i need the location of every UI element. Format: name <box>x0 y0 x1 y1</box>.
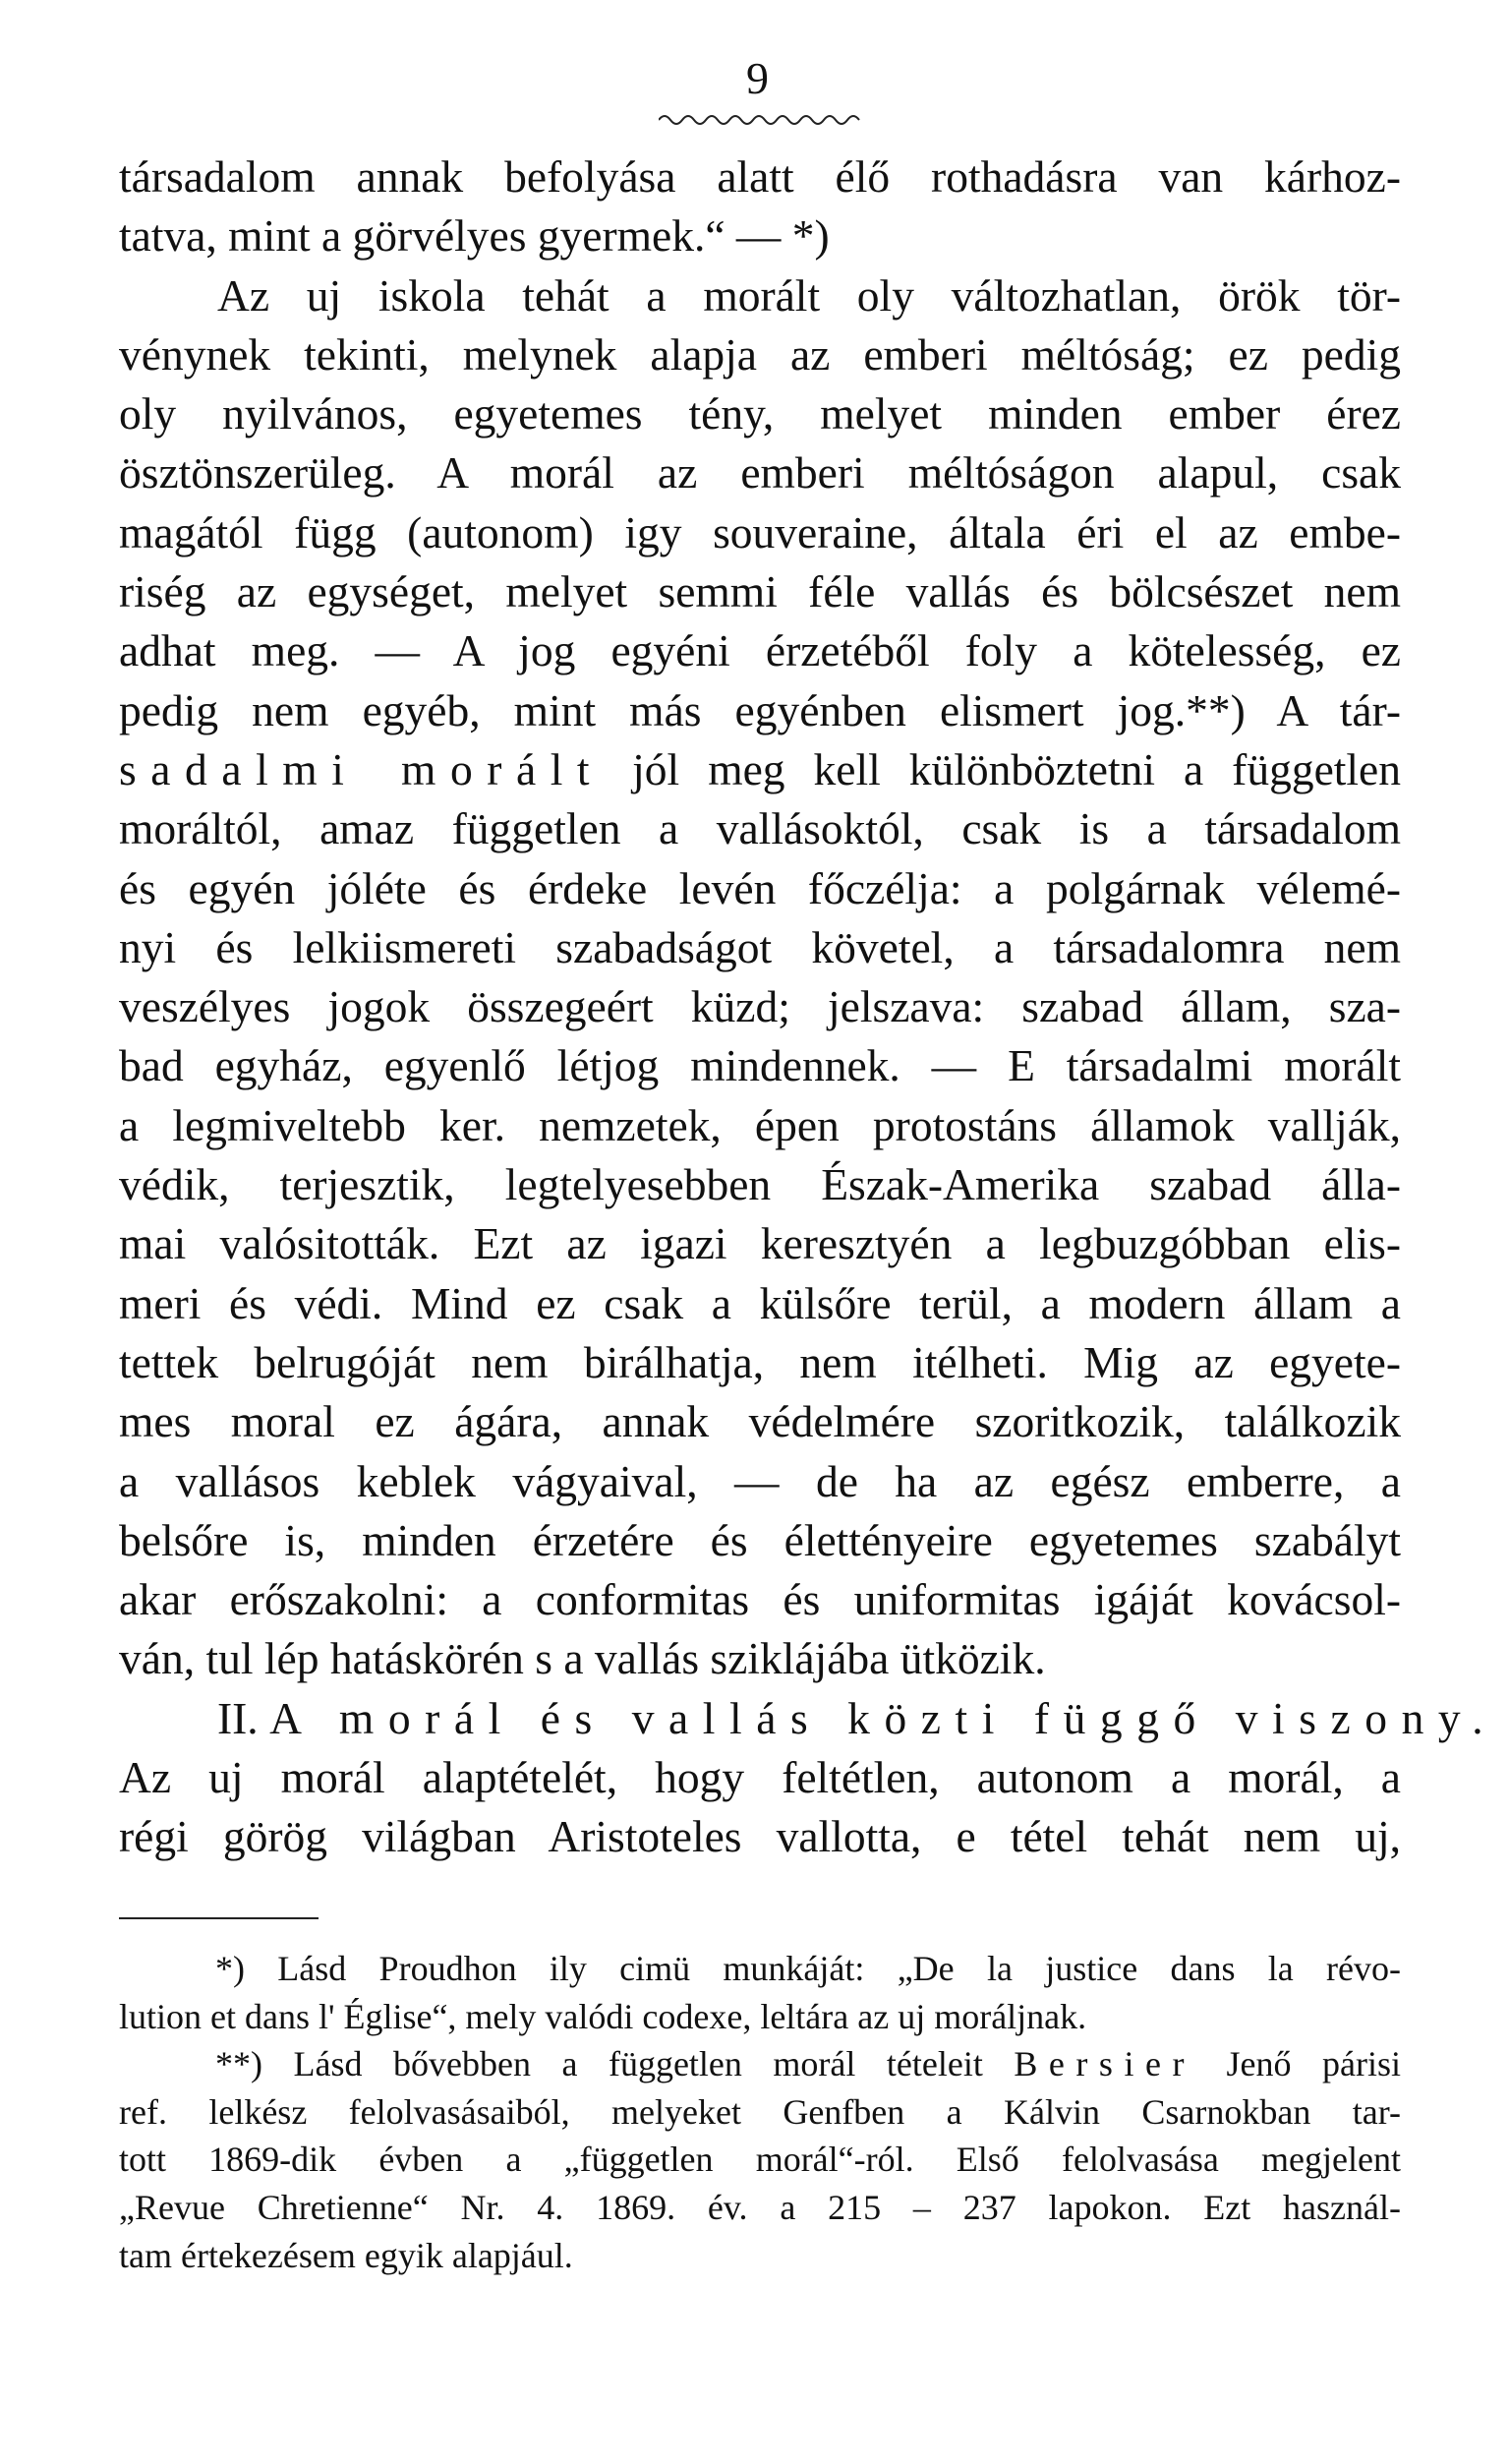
text-line: meri és védi. Mind ez csak a külsőre terül, a modern állam a <box>119 1277 1401 1328</box>
footnote-line <box>119 2040 1401 2088</box>
paragraph-start-line: Az uj iskola tehát a morált oly változhatlan, örök tör- <box>217 269 1401 321</box>
footnote-line: tott 1869-dik évben a „független morál“-ról. Első felolvasása megjelent <box>119 2140 1401 2180</box>
text-line: mes moral ez ágára, annak védelmére szoritkozik, találkozik <box>119 1396 1401 1447</box>
text-line: nyi és lelkiismereti szabadságot követel, a társadalomra nem <box>119 921 1401 972</box>
text-line <box>119 740 1401 799</box>
text-line: akar erőszakolni: a conformitas és uniformitas igáját kovácsol- <box>119 1574 1401 1625</box>
section-title: A morál és vallás közti függő viszony. <box>269 1692 1498 1743</box>
text-line: ösztönszerüleg. A morál az emberi méltóságon alapul, csak <box>119 447 1401 499</box>
section-heading <box>119 1689 1498 1748</box>
text-line: riség az egységet, melyet semmi féle vallás és bölcsészet nem <box>119 566 1401 617</box>
text-line: pedig nem egyéb, mint más egyénben elismert jog.**) A tár- <box>119 684 1401 735</box>
text-line: adhat meg. — A jog egyéni érzetéből foly a kötelesség, ez <box>119 625 1401 676</box>
text-line: társadalom annak befolyása alatt élő rothadásra van kárhoz- <box>119 151 1401 202</box>
text-line: vénynek tekinti, melynek alapja az emberi méltóság; ez pedig <box>119 328 1401 380</box>
section-number: II. <box>217 1692 259 1743</box>
text-fragment: jól meg kell különböztetni a független <box>632 743 1402 794</box>
wavy-ornament <box>659 110 865 130</box>
text-fragment: Jenő párisi <box>1226 2044 1401 2084</box>
text-line: Az uj morál alaptételét, hogy feltétlen, autonom a morál, a <box>119 1752 1401 1803</box>
footnote-divider <box>119 1917 319 1919</box>
text-line: és egyén jóléte és érdeke levén főczélja: a polgárnak vélemé- <box>119 862 1401 913</box>
text-line: a vallásos keblek vágyaival, — de ha az egész emberre, a <box>119 1455 1401 1506</box>
footnotes <box>119 1945 1401 2279</box>
text-line: veszélyes jogok összegeért küzd; jelszava: szabad állam, sza- <box>119 981 1401 1032</box>
emphasized-term: sadalmi morált <box>119 743 605 794</box>
text-line: bad egyház, egyenlő létjog mindennek. — E társadalmi morált <box>119 1040 1401 1091</box>
text-line: védik, terjesztik, legtelyesebben Észak-Amerika szabad álla- <box>119 1159 1401 1210</box>
emphasized-name: Bersier <box>1014 2044 1195 2084</box>
footnote-line: „Revue Chretienne“ Nr. 4. 1869. év. a 215 – 237 lapokon. Ezt használ- <box>119 2187 1401 2227</box>
text-line: tatva, mint a görvélyes gyermek.“ — *) <box>119 210 830 262</box>
text-line: moráltól, amaz független a vallásoktól, csak is a társadalom <box>119 803 1401 854</box>
body-text <box>119 147 1498 1867</box>
text-fragment: **) Lásd bővebben a független morál tételeit <box>215 2044 983 2084</box>
page-number: 9 <box>746 53 769 103</box>
text-line: a legmiveltebb ker. nemzetek, épen protostáns államok vallják, <box>119 1099 1401 1150</box>
footnote-line: lution et dans l' Église“, mely valódi codexe, leltára az uj moráljnak. <box>119 1996 1087 2036</box>
footnote-line: *) Lásd Proudhon ily cimü munkáját: „De la justice dans la révo- <box>215 1949 1401 1988</box>
text-line: régi görög világban Aristoteles vallotta, e tétel tehát nem uj, <box>119 1811 1401 1862</box>
text-line: ván, tul lép hatáskörén s a vallás sziklájába ütközik. <box>119 1633 1046 1684</box>
text-line: magától függ (autonom) igy souveraine, általa éri el az embe- <box>119 506 1401 557</box>
text-line: belsőre is, minden érzetére és élettényeire egyetemes szabályt <box>119 1514 1401 1565</box>
text-line: oly nyilvános, egyetemes tény, melyet minden ember érez <box>119 388 1401 440</box>
footnote-line: ref. lelkész felolvasásaiból, melyeket Genfben a Kálvin Csarnokban tar- <box>119 2091 1401 2132</box>
footnote-line: tam értekezésem egyik alapjául. <box>119 2235 573 2275</box>
text-line: tettek belrugóját nem birálhatja, nem itélheti. Mig az egyete- <box>119 1336 1401 1387</box>
text-line: mai valósitották. Ezt az igazi keresztyén a legbuzgóbban elis- <box>119 1218 1401 1269</box>
